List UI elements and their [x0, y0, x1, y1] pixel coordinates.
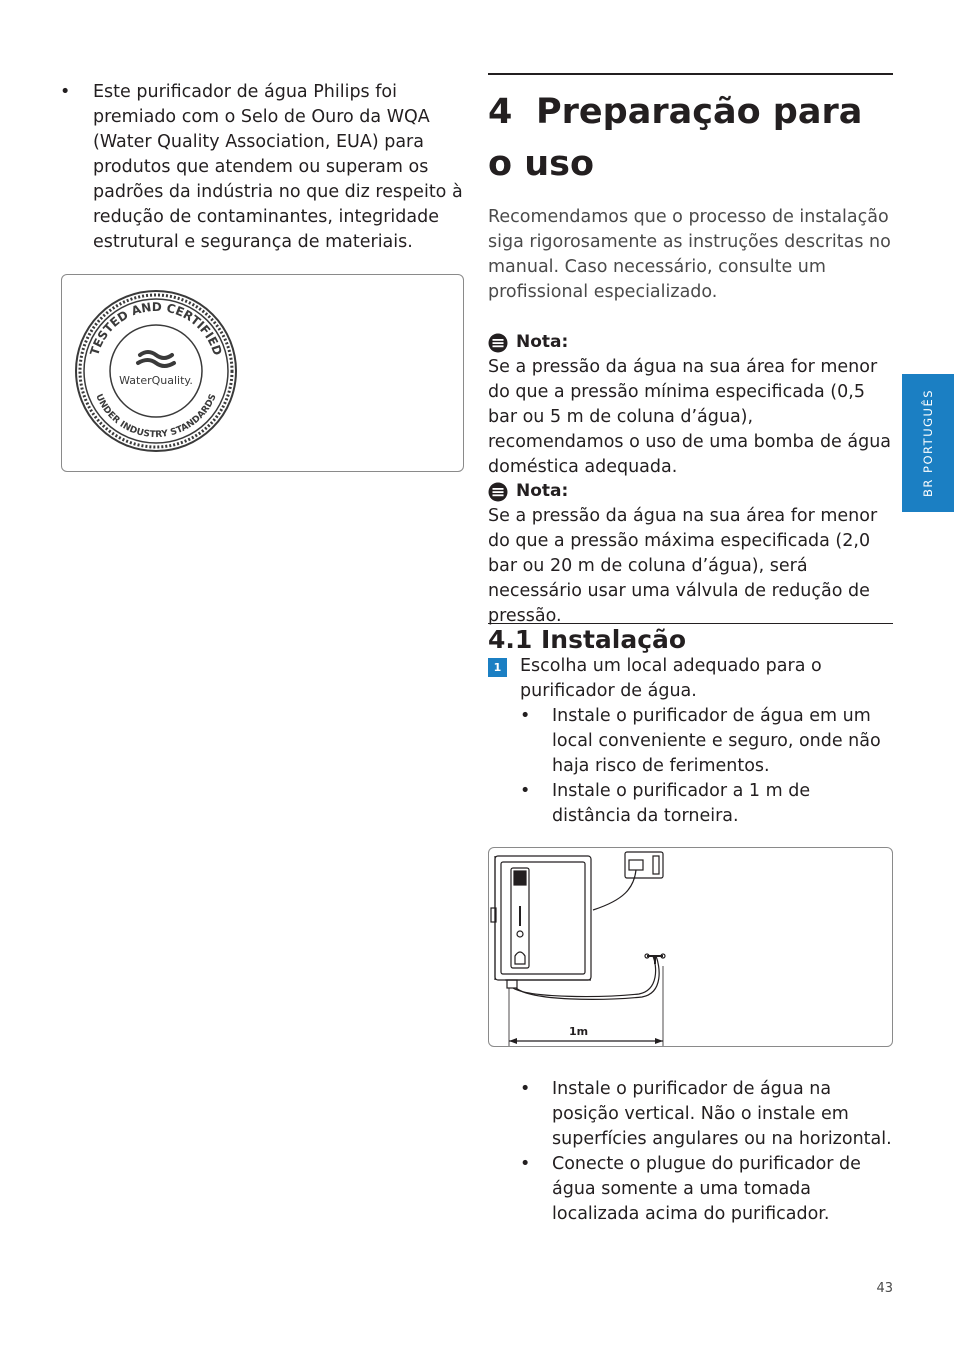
language-side-tab	[902, 374, 954, 512]
chapter-title: Preparação para o uso	[488, 92, 863, 184]
purifier-body	[495, 856, 591, 980]
page-number: 43	[876, 1281, 893, 1296]
chapter-heading	[488, 86, 893, 190]
bottom-bullet-list	[520, 1077, 893, 1227]
step-bullet-list	[520, 704, 893, 829]
wqa-bullet	[60, 80, 465, 255]
wqa-seal-icon	[66, 281, 246, 461]
note-label: Nota:	[516, 481, 569, 501]
step-number-badge: 1	[488, 658, 507, 677]
seal-bottom-text: UNDER INDUSTRY STANDARDS	[93, 392, 219, 441]
bullet-marker: •	[520, 1154, 531, 1174]
wqa-bullet-text: Este purificador de água Philips foi premiado com o Selo de Ouro da WQA (Water Quality Association, EUA) para produtos que atendem ou superam os padrões da indústria no que diz respeito à redução de contaminantes, integridade estrutural e segurança de materiais.	[93, 82, 463, 252]
note-2	[488, 479, 893, 629]
step-text: Escolha um local adequado para o purificador de água.	[520, 656, 822, 701]
list-item	[520, 1152, 893, 1227]
bullet-marker: •	[520, 706, 531, 726]
bullet-marker: •	[520, 781, 531, 801]
list-item	[520, 1077, 893, 1152]
note-text: Se a pressão da água na sua área for menor do que a pressão máxima especificada (2,0 bar ou 20 m de coluna d’água), será necessário usar uma válvula de redução de pressão.	[488, 506, 878, 626]
list-item	[520, 704, 893, 779]
note-text: Se a pressão da água na sua área for menor do que a pressão mínima especificada (0,5 bar ou 5 m de coluna d’água), recomendamos o uso de uma bomba de água doméstica adequada.	[488, 357, 892, 477]
section-title: 4.1 Instalação	[488, 625, 687, 654]
note-icon	[488, 333, 508, 353]
chapter-number: 4	[488, 92, 513, 132]
installation-diagram	[488, 847, 893, 1047]
list-item	[520, 779, 893, 829]
list-item-text: Instale o purificador de água na posição vertical. Não o instale em superfícies angulares ou na horizontal.	[552, 1079, 892, 1149]
distance-label: 1m	[569, 1025, 589, 1038]
chapter-rule	[488, 73, 893, 75]
wqa-seal-box	[61, 274, 464, 472]
purifier-diagram-illustration	[489, 848, 892, 1046]
step-1	[488, 654, 893, 829]
note-icon	[488, 482, 508, 502]
seal-center-text: WaterQuality.	[119, 374, 193, 387]
intro-paragraph: Recomendamos que o processo de instalação siga rigorosamente as instruções descritas no manual. Caso necessário, consulte um profissional especializado.	[488, 207, 891, 302]
list-item-text: Conecte o plugue do purificador de água somente a uma tomada localizada acima do purificador.	[552, 1154, 861, 1224]
side-tab-label: BR PORTUGUÊS	[921, 388, 935, 498]
bullet-marker: •	[60, 82, 71, 102]
note-1	[488, 330, 893, 480]
seal-top-text: TESTED AND CERTIFIED	[87, 299, 225, 358]
note-label: Nota:	[516, 332, 569, 352]
list-item-text: Instale o purificador a 1 m de distância da torneira.	[552, 781, 811, 826]
list-item-text: Instale o purificador de água em um local conveniente e seguro, onde não haja risco de ferimentos.	[552, 706, 881, 776]
bullet-marker: •	[520, 1079, 531, 1099]
